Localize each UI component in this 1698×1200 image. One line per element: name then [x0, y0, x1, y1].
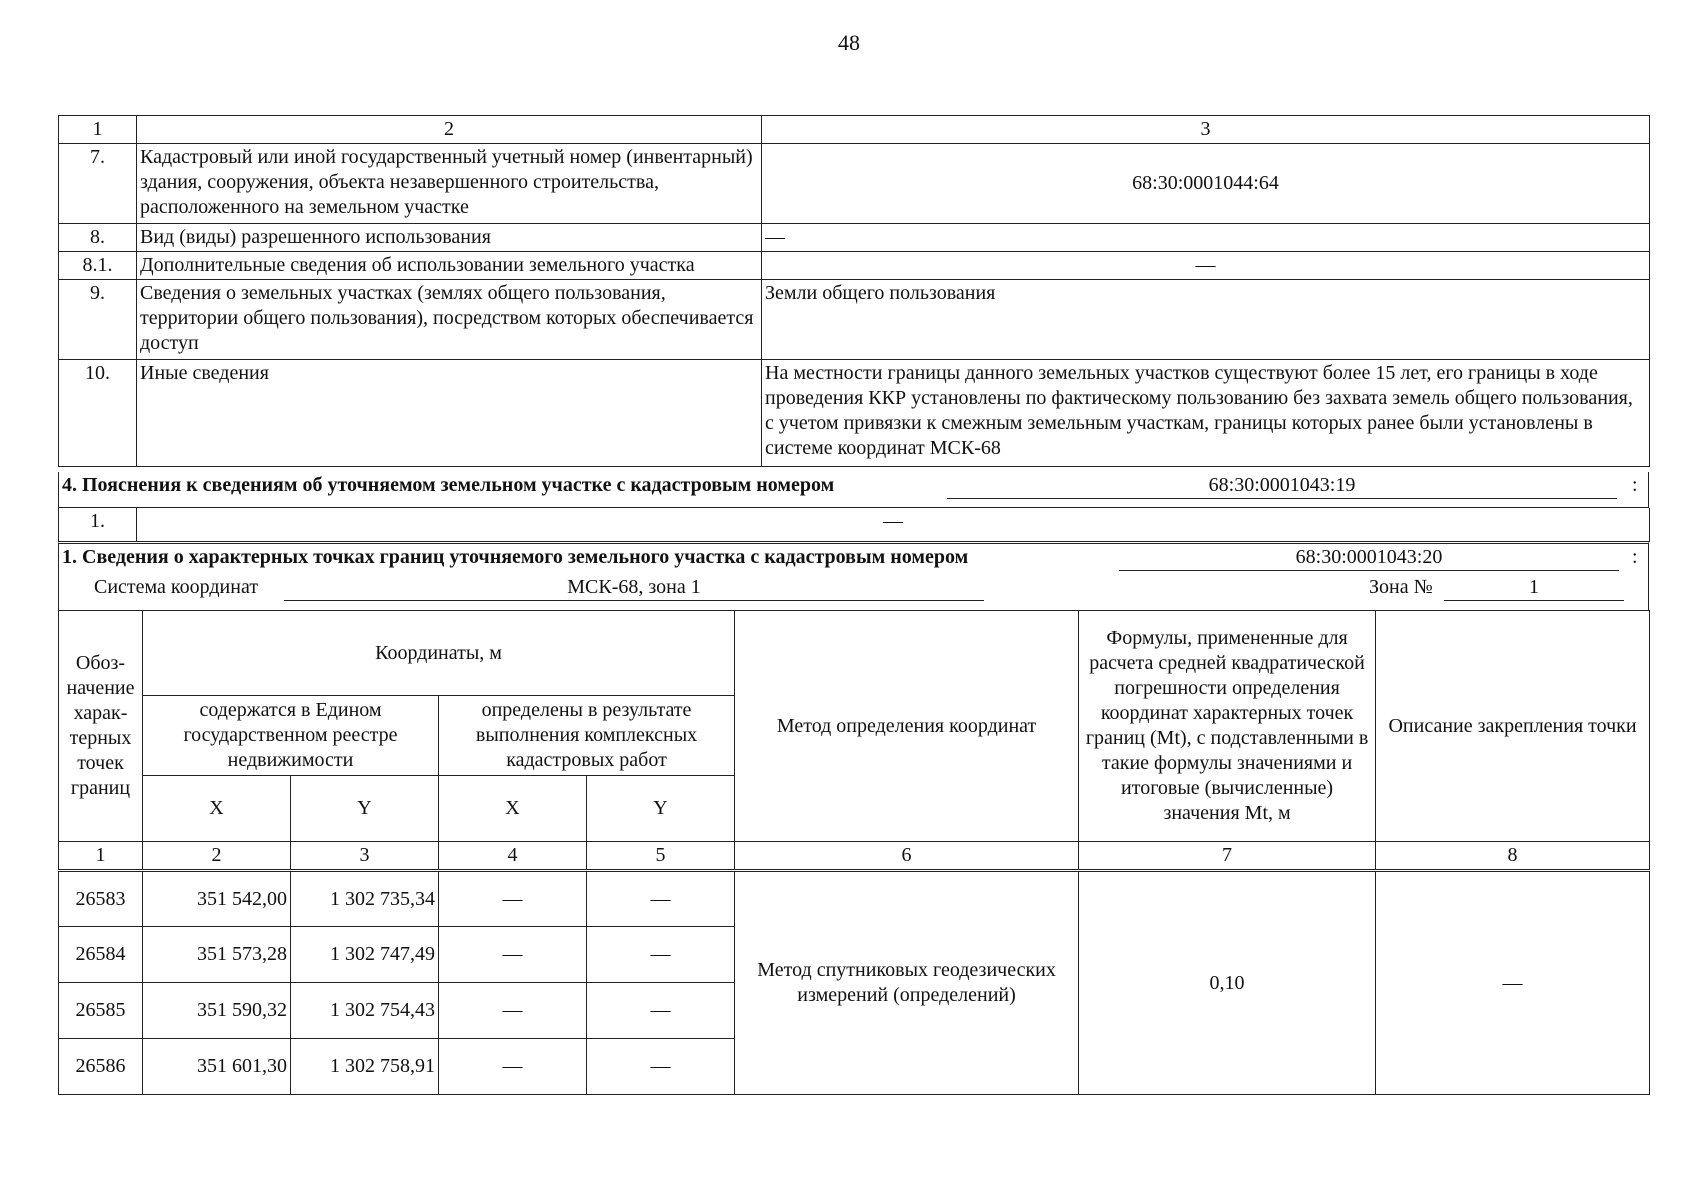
col-number: 5: [587, 842, 735, 871]
row-number: 8.: [59, 224, 137, 252]
point-x: 351 573,28: [143, 927, 291, 983]
col-header-3: 3: [762, 116, 1650, 144]
method-header: Метод определения координат: [735, 611, 1079, 842]
point-x-kkr: —: [439, 871, 587, 927]
point-id: 26584: [59, 927, 143, 983]
boundary-points-table: [58, 610, 1650, 1095]
col-number: 1: [59, 842, 143, 871]
row-number: 10.: [59, 360, 137, 467]
coordinates-header: Координаты, м: [143, 611, 735, 696]
point-id: 26585: [59, 983, 143, 1039]
table-row: [59, 252, 1650, 280]
col-number: 4: [439, 842, 587, 871]
page-number: 48: [838, 30, 860, 55]
row-label: Вид (виды) разрешенного использования: [137, 224, 762, 252]
x-header: X: [439, 776, 587, 842]
point-x-kkr: —: [439, 927, 587, 983]
point-id: 26586: [59, 1039, 143, 1095]
point-y-kkr: —: [587, 927, 735, 983]
section-1-colon: :: [1632, 546, 1638, 568]
col-header-2: 2: [137, 116, 762, 144]
cadastral-info-table: [58, 115, 1650, 467]
row-number: 1.: [59, 508, 137, 541]
row-label: Кадастровый или иной государственный учетный номер (инвентарный) здания, сооружения, объекта незавершенного строительства, расположенного на земельном участке: [137, 144, 762, 224]
section-4-table: [58, 508, 1650, 542]
col-number: 7: [1079, 842, 1376, 871]
description-header: Описание закрепления точки: [1376, 611, 1650, 842]
table-row: [59, 508, 1650, 541]
coord-system-value: МСК-68, зона 1: [284, 576, 984, 601]
designation-header: Обоз-начение харак-терных точек границ: [59, 611, 143, 842]
row-value: —: [137, 508, 1650, 541]
point-x: 351 590,32: [143, 983, 291, 1039]
section-1-title: 1. Сведения о характерных точках границ уточняемого земельного участка с кадастровым номером: [62, 546, 969, 568]
row-value: На местности границы данного земельных участков существуют более 15 лет, его границы в ходе проведения ККР установлены по фактическому пользованию без захвата земель общего пользования, с учетом привязки к смежным земельным участкам, границы которых ранее были установлены в системе координат МСК-68: [762, 360, 1650, 467]
col-number: 6: [735, 842, 1079, 871]
point-y: 1 302 747,49: [291, 927, 439, 983]
col-number: 3: [291, 842, 439, 871]
header-row: [59, 116, 1650, 144]
section-4-colon: :: [1632, 474, 1638, 496]
method-value: Метод спутниковых геодезических измерений (определений): [735, 871, 1079, 1095]
row-number: 8.1.: [59, 252, 137, 280]
section-4-cadastral-number: 68:30:0001043:19: [947, 474, 1617, 499]
zone-value: 1: [1444, 576, 1624, 601]
table-row: [59, 871, 1650, 927]
row-value: —: [762, 224, 1650, 252]
point-x-kkr: —: [439, 983, 587, 1039]
point-x-kkr: —: [439, 1039, 587, 1095]
col-number: 2: [143, 842, 291, 871]
kkr-header: определены в результате выполнения комплексных кадастровых работ: [439, 696, 735, 776]
section-1-cadastral-number: 68:30:0001043:20: [1119, 546, 1619, 571]
row-value: 68:30:0001044:64: [762, 144, 1650, 224]
mt-value: 0,10: [1079, 871, 1376, 1095]
x-header: X: [143, 776, 291, 842]
section-1-header: [58, 541, 1649, 611]
section-4-header: [58, 472, 1649, 508]
row-number: 7.: [59, 144, 137, 224]
coord-system-label: Система координат: [94, 576, 259, 598]
row-value: —: [762, 252, 1650, 280]
row-label: Сведения о земельных участках (землях общего пользования, территории общего пользования), посредством которых обеспечивается доступ: [137, 280, 762, 360]
col-header-1: 1: [59, 116, 137, 144]
point-y: 1 302 735,34: [291, 871, 439, 927]
row-label: Дополнительные сведения об использовании земельного участка: [137, 252, 762, 280]
column-numbers-row: [59, 842, 1650, 871]
table-row: [59, 360, 1650, 467]
point-y-kkr: —: [587, 871, 735, 927]
egrn-header: содержатся в Едином государственном реестре недвижимости: [143, 696, 439, 776]
col-number: 8: [1376, 842, 1650, 871]
point-y: 1 302 754,43: [291, 983, 439, 1039]
point-id: 26583: [59, 871, 143, 927]
y-header: Y: [587, 776, 735, 842]
table-row: [59, 280, 1650, 360]
point-y: 1 302 758,91: [291, 1039, 439, 1095]
table-row: [59, 144, 1650, 224]
row-label: Иные сведения: [137, 360, 762, 467]
table-row: [59, 224, 1650, 252]
y-header: Y: [291, 776, 439, 842]
point-y-kkr: —: [587, 983, 735, 1039]
point-x: 351 601,30: [143, 1039, 291, 1095]
point-x: 351 542,00: [143, 871, 291, 927]
description-value: —: [1376, 871, 1650, 1095]
point-y-kkr: —: [587, 1039, 735, 1095]
formulas-header: Формулы, примененные для расчета средней квадратической погрешности определения координат характерных точек границ (Mt), с подставленными в такие формулы значениями и итоговые (вычисленные) значения Mt, м: [1079, 611, 1376, 842]
row-value: Земли общего пользования: [762, 280, 1650, 360]
section-4-title: 4. Пояснения к сведениям об уточняемом земельном участке с кадастровым номером: [62, 474, 835, 496]
row-number: 9.: [59, 280, 137, 360]
zone-label: Зона №: [1369, 576, 1433, 598]
